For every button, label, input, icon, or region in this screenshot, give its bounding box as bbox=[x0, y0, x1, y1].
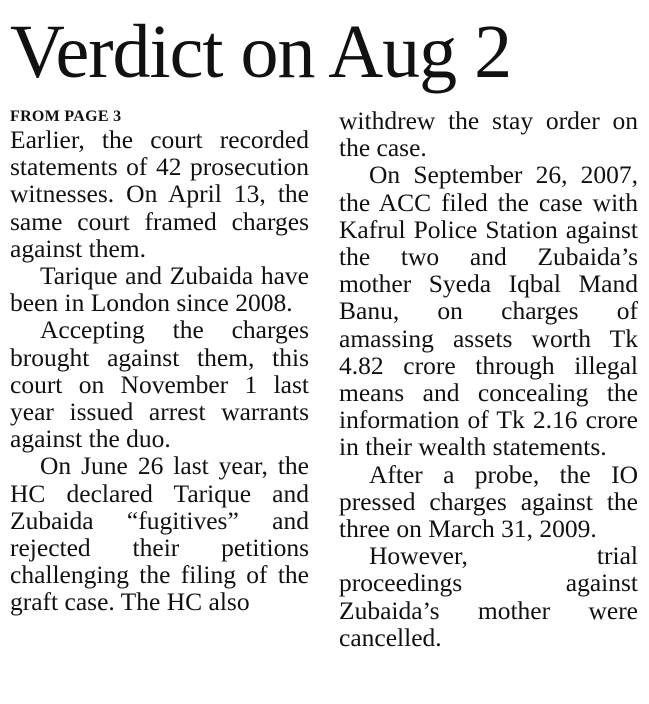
paragraph-hc-fugitives: On June 26 last year, the HC declared Tarique and Zubaida “fugitives” and rejected their petitions challenging the filing of the graft case. The HC also bbox=[10, 451, 309, 617]
continued-from-label: FROM PAGE 3 bbox=[10, 108, 122, 125]
headline: Verdict on Aug 2 bbox=[10, 10, 512, 94]
paragraph-acc-case: On September 26, 2007, the ACC filed the case with Kafrul Police Station against the two and Zubaida’s mother Syeda Iqbal Mand Banu, on charges of amassing assets worth Tk 4.82 crore through illegal means and concealing the information of Tk 2.16 crore in their wealth statements. bbox=[339, 160, 638, 462]
paragraph-london: Tarique and Zubaida have been in London since 2008. bbox=[10, 261, 309, 318]
article-column-right bbox=[339, 107, 638, 651]
paragraph-arrest-warrants: Accepting the charges brought against them, this court on November 1 last year issued arrest warrants against the duo. bbox=[10, 315, 309, 454]
paragraph-probe-charges: After a probe, the IO pressed charges against the three on March 31, 2009. bbox=[339, 459, 638, 544]
paragraph-trial-cancelled: However, trial proceedings against Zubaida’s mother were cancelled. bbox=[339, 541, 638, 652]
article-column-left bbox=[10, 107, 309, 616]
paragraph-stay-order: withdrew the stay order on the case. bbox=[339, 106, 638, 163]
paragraph-statements: Earlier, the court recorded statements of 42 prosecution witnesses. On April 13, the same court framed charges against them. bbox=[10, 125, 309, 263]
